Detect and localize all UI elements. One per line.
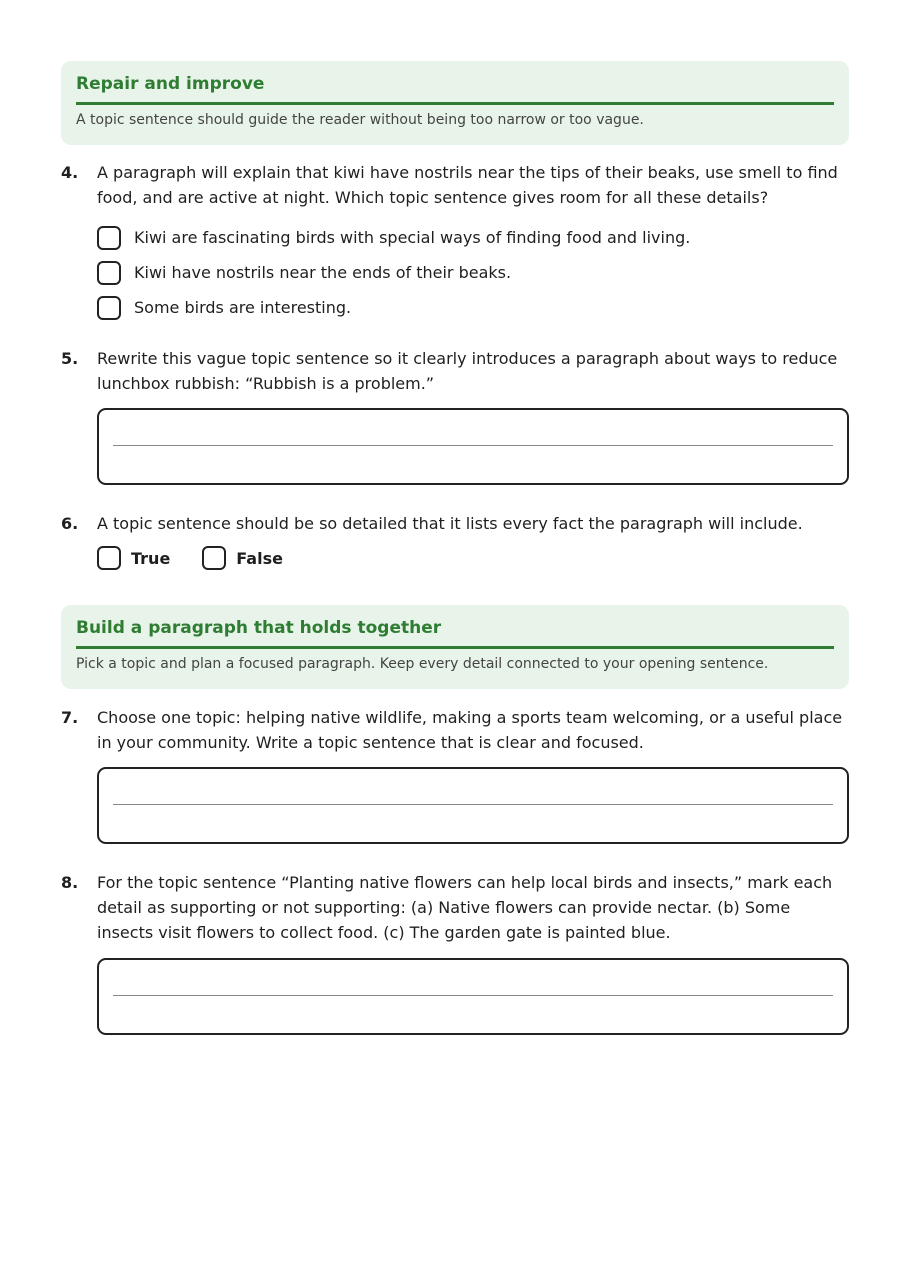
option-label: Kiwi are fascinating birds with special ways of finding food and living. xyxy=(134,228,691,247)
section-header-build xyxy=(61,605,849,689)
checkbox[interactable] xyxy=(97,226,121,250)
question-5 xyxy=(61,346,851,396)
true-label: True xyxy=(131,548,171,568)
q4-option-1[interactable] xyxy=(97,225,690,251)
question-number: 8. xyxy=(61,873,79,892)
q7-answer-box[interactable] xyxy=(97,767,849,844)
section-subtitle: Pick a topic and plan a focused paragraph. Keep every detail connected to your opening sentence. xyxy=(76,656,769,672)
question-text: For the topic sentence “Planting native flowers can help local birds and insects,” mark each detail as supporting or not supporting: (a) Native flowers can provide nectar. (b) Some insects visit flowers to collect food. (c) The garden gate is painted blue. xyxy=(97,873,833,942)
question-8 xyxy=(61,870,851,945)
q4-option-3[interactable] xyxy=(97,295,351,321)
question-number: 7. xyxy=(61,708,79,727)
true-option[interactable] xyxy=(97,546,170,570)
question-6 xyxy=(61,511,851,536)
section-subtitle: A topic sentence should guide the reader without being too narrow or too vague. xyxy=(76,112,644,128)
question-7 xyxy=(61,705,851,755)
question-text: A topic sentence should be so detailed that it lists every fact the paragraph will include. xyxy=(97,514,803,533)
checkbox[interactable] xyxy=(97,261,121,285)
section-header-repair xyxy=(61,61,849,145)
question-text: A paragraph will explain that kiwi have nostrils near the tips of their beaks, use smell to find food, and are active at night. Which topic sentence gives room for all these details? xyxy=(97,163,838,207)
checkbox[interactable] xyxy=(97,546,121,570)
false-label: False xyxy=(236,548,283,568)
false-option[interactable] xyxy=(202,546,283,570)
q6-true-false xyxy=(97,546,315,570)
option-label: Some birds are interesting. xyxy=(134,298,352,317)
writing-line xyxy=(113,445,833,446)
question-number: 6. xyxy=(61,514,79,533)
q5-answer-box[interactable] xyxy=(97,408,849,485)
q8-answer-box[interactable] xyxy=(97,958,849,1035)
section-title: Repair and improve xyxy=(76,73,834,105)
question-number: 4. xyxy=(61,163,79,182)
option-label: Kiwi have nostrils near the ends of their beaks. xyxy=(134,263,512,282)
question-text: Rewrite this vague topic sentence so it clearly introduces a paragraph about ways to reduce lunchbox rubbish: “Rubbish is a problem.” xyxy=(97,349,838,393)
question-4 xyxy=(61,160,851,210)
checkbox[interactable] xyxy=(97,296,121,320)
writing-line xyxy=(113,804,833,805)
question-text: Choose one topic: helping native wildlife, making a sports team welcoming, or a useful place in your community. Write a topic sentence that is clear and focused. xyxy=(97,708,843,752)
section-title: Build a paragraph that holds together xyxy=(76,617,834,649)
q4-option-2[interactable] xyxy=(97,260,511,286)
writing-line xyxy=(113,995,833,996)
checkbox[interactable] xyxy=(202,546,226,570)
question-number: 5. xyxy=(61,349,79,368)
